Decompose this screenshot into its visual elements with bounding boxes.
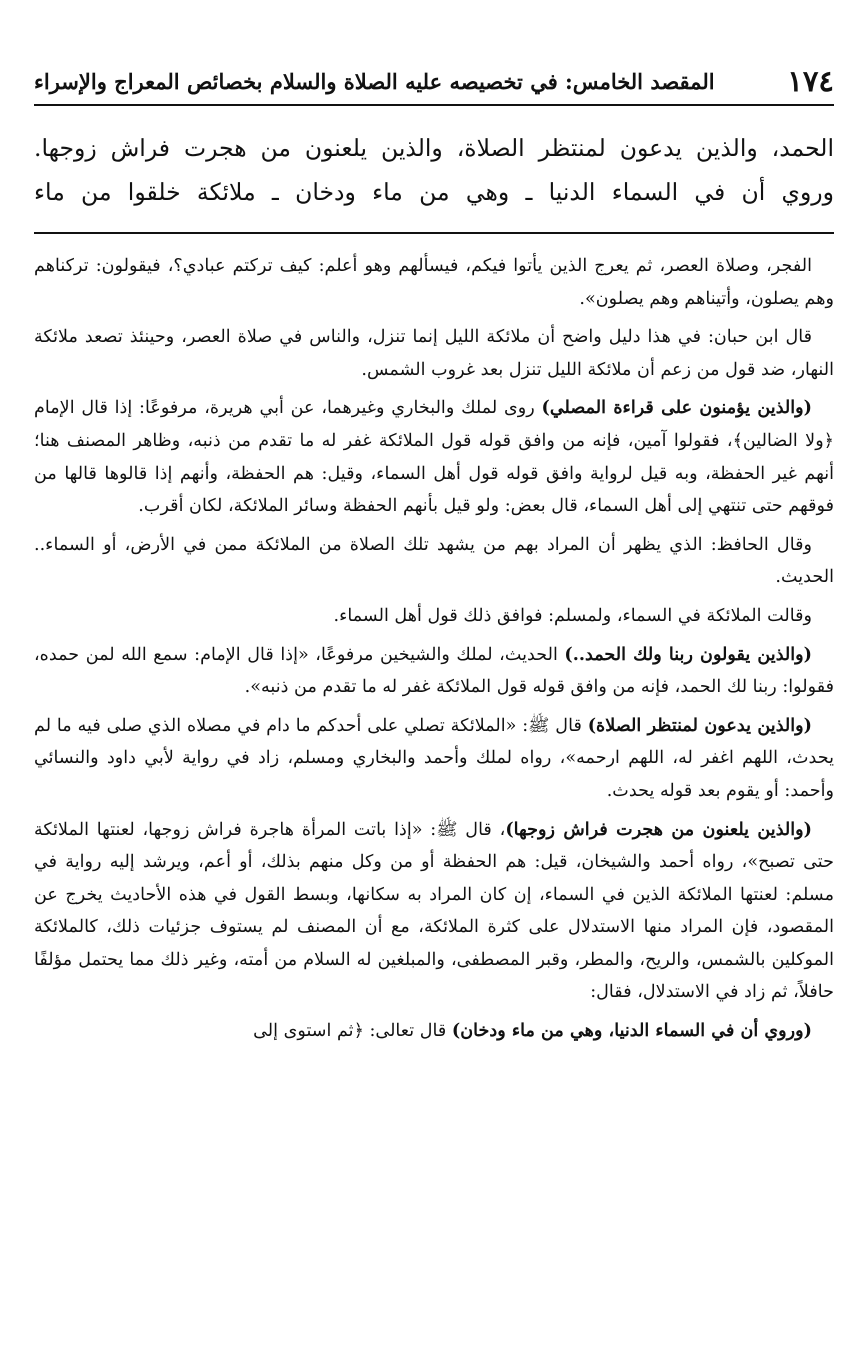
- commentary-text: قال تعالى: ﴿ثم استوى إلى: [253, 1021, 452, 1042]
- page-header: [34, 58, 834, 106]
- main-text: [34, 126, 834, 214]
- running-title: المقصد الخامس: في تخصيصه عليه الصلاة والسلام بخصائص المعراج والإسراء: [34, 68, 715, 94]
- commentary-text: وقالت الملائكة في السماء، ولمسلم: فوافق ذلك قول أهل السماء.: [333, 605, 812, 626]
- commentary-lemma: (والذين يقولون ربنا ولك الحمد..): [564, 643, 812, 665]
- commentary-text: روى لملك والبخاري وغيرهما، عن أبي هريرة، مرفوعًا: إذا قال الإمام ﴿ولا الضالين﴾، فقولوا آمين، فإنه من وافق قوله قول الملائكة غفر له ما تقدم من ذنبه، وظاهر المصنف هنا؛ أنهم غير الحفظة، وبه قيل لرواية وافق قوله قول أهل السماء، وقيل: هم الحفظة، وأنهم إذا قالوها قالها من فوقهم حتى تنتهي إلى أهل السماء، قال بعض: ولو قيل بأنهم الحفظة وسائر الملائكة، لكان أقرب.: [34, 398, 834, 517]
- commentary-paragraph: [34, 529, 834, 594]
- main-text-line: الحمد، والذين يدعون لمنتظر الصلاة، والذين يلعنون من هجرت فراش زوجها.: [34, 134, 834, 162]
- commentary-text: قال ابن حبان: في هذا دليل واضح أن ملائكة الليل إنما تنزل، والناس في صلاة العصر، وحينئذ تصعد ملائكة النهار، ضد قول من زعم أن ملائكة الليل تنزل بعد غروب الشمس.: [34, 327, 834, 380]
- commentary-lemma: (والذين يؤمنون على قراءة المصلي): [541, 397, 813, 419]
- commentary-paragraph: [34, 250, 834, 315]
- commentary-text: ، قال ﷺ: «إذا باتت المرأة هاجرة فراش زوجها، لعنتها الملائكة حتى تصبح»، رواه أحمد والشيخان، قيل: هم الحفظة أو من وكل منهم بذلك، أو أعم، ويرشد إليه رواية في مسلم: لعنتها الملائكة الذين في السماء، إن كان المراد به سكانها، وبسط القول في هذه الأحاديث يخرج عن المقصود، فإن المراد منها الاستدلال على كثرة الملائكة، مع أن المصنف لم يستوف جزئيات ذلك، كالملائكة الموكلين بالشمس، والريح، والمطر، وقبر المصطفى، والمبلغين له السلام من أمته، وغير ذلك مما يحتمل مؤلفًا حافلاً، ثم زاد في الاستدلال، فقال:: [34, 819, 834, 1003]
- commentary-text: الحديث، لملك والشيخين مرفوعًا، «إذا قال الإمام: سمع الله لمن حمده، فقولوا: ربنا لك الحمد، فإنه من وافق قوله قول الملائكة غفر له ما تقدم من ذنبه».: [34, 644, 834, 698]
- commentary: [34, 250, 834, 1054]
- commentary-text: وقال الحافظ: الذي يظهر أن المراد بهم من يشهد تلك الصلاة من الملائكة ممن في الأرض، أو السماء.. الحديث.: [34, 534, 834, 588]
- commentary-paragraph: [34, 814, 834, 1010]
- page-number: ١٧٤: [787, 64, 834, 98]
- commentary-lemma: (والذين يلعنون من هجرت فراش زوجها): [505, 818, 812, 840]
- separator-rule: [34, 232, 834, 234]
- commentary-paragraph: [34, 321, 834, 386]
- commentary-text: قال ﷺ: «الملائكة تصلي على أحدكم ما دام في مصلاه الذي صلى فيه ما لم يحدث، اللهم اغفر له، اللهم ارحمه»، رواه لملك وأحمد والبخاري ومسلم، زاد في رواية لأبي داود والنسائي وأحمد: أو يقوم بعد قوله يحدث.: [34, 715, 834, 801]
- commentary-text: الفجر، وصلاة العصر، ثم يعرج الذين يأتوا فيكم، فيسألهم وهو أعلم: كيف تركتم عبادي؟، فيقولون: تركناهم وهم يصلون، وأتيناهم وهم يصلون».: [34, 256, 834, 309]
- commentary-paragraph: [34, 392, 834, 522]
- commentary-paragraph: [34, 710, 834, 808]
- commentary-paragraph: [34, 639, 834, 704]
- commentary-paragraph: [34, 600, 834, 633]
- commentary-lemma: (والذين يدعون لمنتظر الصلاة): [587, 714, 812, 736]
- commentary-lemma: (وروي أن في السماء الدنيا، وهي من ماء ودخان): [451, 1020, 812, 1042]
- main-text-line: وروي أن في السماء الدنيا ـ وهي من ماء ودخان ـ ملائكة خلقوا من ماء: [34, 178, 834, 206]
- commentary-paragraph: [34, 1015, 834, 1048]
